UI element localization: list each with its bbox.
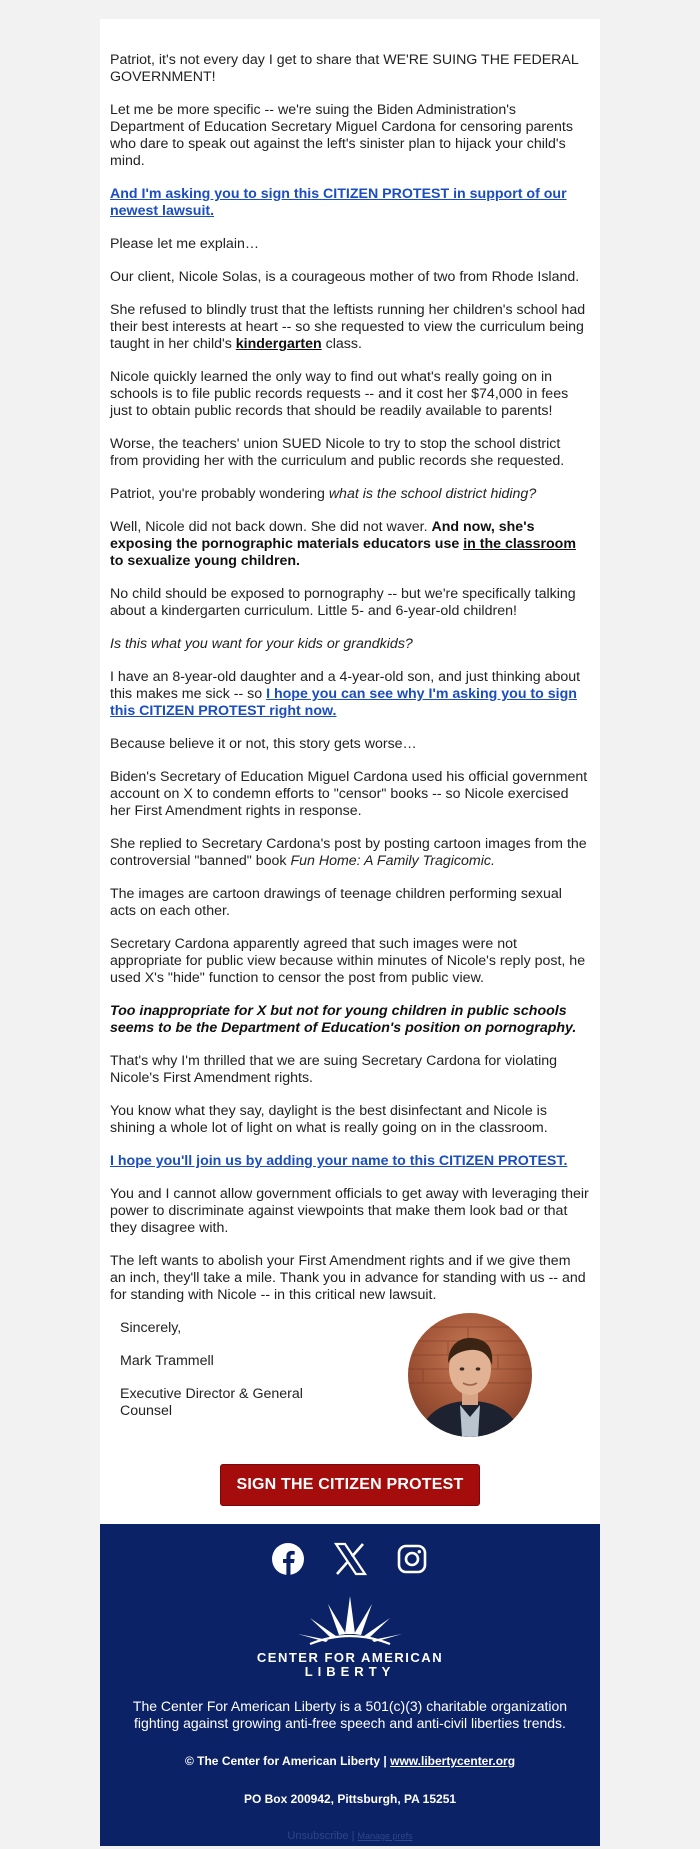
paragraph: That's why I'm thrilled that we are suing Secretary Cardona for violating Nicole's First Amendment rights.: [110, 1053, 558, 1086]
separator: |: [348, 1830, 358, 1842]
paragraph: [110, 669, 590, 720]
text: class.: [321, 336, 362, 352]
avatar: [408, 1313, 532, 1437]
paragraph: Biden's Secretary of Education Miguel Cardona used his official government account on X to condemn efforts to "censor" books -- so Nicole exercised her First Amendment rights in response.: [110, 769, 588, 819]
emphasis: Fun Home: A Family Tragicomic.: [290, 853, 495, 869]
text: She replied to Secretary Cardona's post by posting cartoon images from the controversial "banned" book: [110, 836, 587, 869]
protest-link[interactable]: And I'm asking you to sign this CITIZEN PROTEST in support of our newest lawsuit.: [110, 186, 567, 219]
protest-link[interactable]: I hope you can see why I'm asking you to sign this CITIZEN PROTEST right now.: [110, 686, 577, 719]
portrait-photo: [408, 1313, 532, 1437]
protest-link[interactable]: I hope you'll join us by adding your name to this CITIZEN PROTEST.: [110, 1153, 568, 1169]
manage-prefs-link[interactable]: Manage prefs: [357, 1831, 413, 1841]
text: Well, Nicole did not back down. She did not waver.: [110, 519, 432, 535]
website-link[interactable]: www.libertycenter.org: [390, 1754, 516, 1768]
paragraph: Because believe it or not, this story gets worse…: [110, 736, 417, 752]
closing: Sincerely,: [120, 1320, 182, 1336]
signature-block: [100, 1320, 600, 1458]
paragraph: Our client, Nicole Solas, is a courageous mother of two from Rhode Island.: [110, 269, 580, 285]
paragraph: [110, 519, 590, 570]
paragraph: No child should be exposed to pornography -- but we're specifically talking about a kindergarten curriculum. Little 5- and 6-year-old children!: [110, 586, 576, 619]
emphasis: in the classroom: [463, 536, 576, 552]
text: Patriot, you're probably wondering: [110, 486, 329, 502]
unsubscribe-link[interactable]: Unsubscribe: [287, 1830, 349, 1842]
signer-name: Mark Trammell: [120, 1353, 214, 1369]
organization-description: The Center For American Liberty is a 501(c)(3) charitable organization fighting against growing anti-free speech and anti-civil liberties trends.: [132, 1698, 568, 1731]
paragraph: You and I cannot allow government officials to get away with leveraging their power to discriminate against viewpoints that make them look bad or that they disagree with.: [110, 1186, 589, 1236]
emphasis: kindergarten: [235, 336, 322, 352]
facebook-icon[interactable]: [271, 1542, 305, 1576]
social-links: [120, 1542, 580, 1576]
paragraph: Too inappropriate for X but not for young children in public schools seems to be the Department of Education's position on pornography.: [110, 1003, 577, 1036]
copyright: [120, 1754, 580, 1768]
paragraph: Is this what you want for your kids or grandkids?: [110, 636, 413, 652]
paragraph: Let me be more specific -- we're suing the Biden Administration's Department of Education Secretary Miguel Cardona for censoring parents who dare to speak out against the left's sinister plan to hijack your child's mind.: [110, 102, 573, 169]
paragraph: Patriot, it's not every day I get to share that WE'RE SUING THE FEDERAL GOVERNMENT!: [110, 52, 579, 85]
paragraph: Worse, the teachers' union SUED Nicole to try to stop the school district from providing her with the curriculum and public records she requested.: [110, 436, 565, 469]
text: She refused to blindly trust that the leftists running her children's school had their best interests at heart -- so she requested to view the curriculum being taught in her child's: [110, 302, 586, 352]
mailing-address: PO Box 200942, Pittsburgh, PA 15251: [243, 1792, 457, 1806]
unsubscribe-row: [120, 1830, 580, 1842]
sign-protest-button[interactable]: SIGN THE CITIZEN PROTEST: [220, 1464, 479, 1506]
emphasis: And now, she's exposing the pornographic materials educators use: [110, 519, 535, 552]
cta-row: [100, 1458, 600, 1524]
copyright-text: © The Center for American Liberty |: [184, 1754, 391, 1768]
paragraph: Secretary Cardona apparently agreed that such images were not appropriate for public view because within minutes of Nicole's reply post, he used X's "hide" function to censor the post from public view.: [110, 936, 586, 986]
sunburst-logo-icon: [290, 1594, 410, 1646]
paragraph: [110, 1153, 590, 1170]
text: I have an 8-year-old daughter and a 4-year-old son, and just thinking about this makes me sick -- so: [110, 669, 581, 702]
emphasis: to sexualize young children.: [110, 553, 300, 569]
paragraph: [110, 186, 590, 220]
footer: [100, 1524, 600, 1846]
paragraph: [110, 302, 590, 353]
paragraph: The images are cartoon drawings of teenage children performing sexual acts on each other.: [110, 886, 562, 919]
logo-line: LIBERTY: [304, 1664, 396, 1679]
paragraph: You know what they say, daylight is the best disinfectant and Nicole is shining a whole lot of light on what is really going on in the classroom.: [110, 1103, 548, 1136]
paragraph: Please let me explain…: [110, 236, 260, 252]
x-icon[interactable]: [333, 1542, 367, 1576]
signature-text: [120, 1320, 320, 1436]
organization-logo: [120, 1594, 580, 1680]
paragraph: The left wants to abolish your First Amendment rights and if we give them an inch, they'll take a mile. Thank you in advance for standing with us -- and for standing with Nicole -- in this critical new lawsuit.: [110, 1253, 586, 1303]
signer-title: Executive Director & General Counsel: [120, 1386, 303, 1419]
emphasis: what is the school district hiding?: [328, 486, 537, 502]
letter-body: [100, 19, 600, 1304]
paragraph: [110, 836, 590, 870]
paragraph: [110, 486, 590, 503]
paragraph: Nicole quickly learned the only way to find out what's really going on in schools is to file public records requests -- and it cost her $74,000 in fees just to obtain public records that should be readily available to parents!: [110, 369, 569, 419]
logo-wordmark: [120, 1651, 580, 1679]
instagram-icon[interactable]: [395, 1542, 429, 1576]
logo-line: CENTER FOR AMERICAN: [256, 1650, 444, 1665]
email-container: [100, 19, 600, 1846]
